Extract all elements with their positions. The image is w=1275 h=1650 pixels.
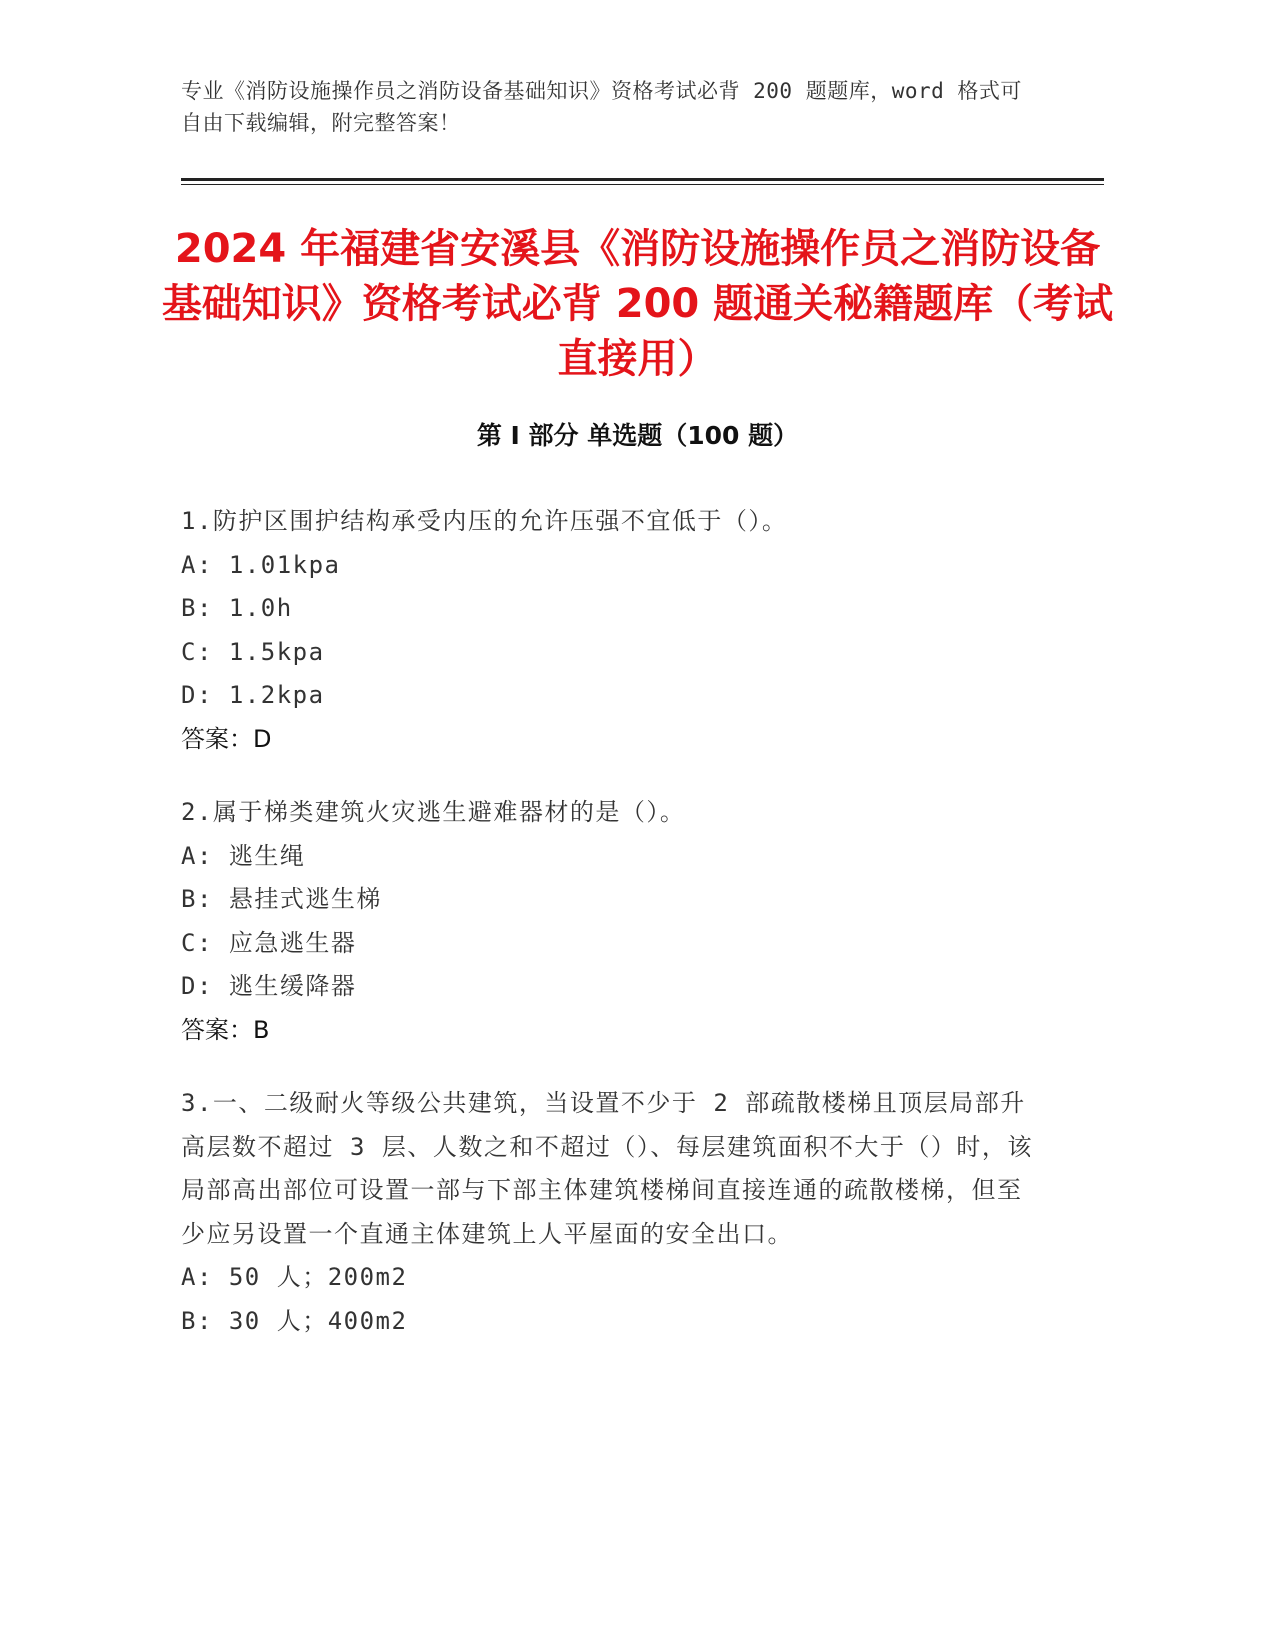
question-stem: 1.防护区围护结构承受内压的允许压强不宜低于（）。 bbox=[181, 507, 788, 535]
option-d: D: 逃生缓降器 bbox=[181, 972, 357, 1000]
option-b: B: 悬挂式逃生梯 bbox=[181, 885, 382, 913]
option-b: B: 1.0h bbox=[181, 594, 293, 622]
option-c: C: 1.5kpa bbox=[181, 637, 325, 666]
question-3 bbox=[181, 1082, 1041, 1343]
question-1 bbox=[181, 500, 1041, 761]
header-divider-thin bbox=[181, 184, 1104, 185]
question-list bbox=[181, 500, 1041, 1373]
answer: 答案：B bbox=[181, 1015, 270, 1044]
section-title: 第 I 部分 单选题（100 题） bbox=[476, 421, 799, 450]
option-a: A: 50 人；200m2 bbox=[181, 1263, 408, 1291]
header-note: 专业《消防设施操作员之消防设备基础知识》资格考试必背 200 题题库，word 格式可自由下载编辑，附完整答案！ bbox=[181, 79, 1022, 135]
option-a: A: 逃生绳 bbox=[181, 841, 306, 870]
question-stem: 2.属于梯类建筑火灾逃生避难器材的是（）。 bbox=[181, 798, 686, 826]
option-c: C: 应急逃生器 bbox=[181, 928, 357, 957]
answer: 答案：D bbox=[181, 724, 272, 753]
question-stem: 3.一、二级耐火等级公共建筑，当设置不少于 2 部疏散楼梯且顶层局部升高层数不超过 3 层、人数之和不超过（）、每层建筑面积不大于（）时，该局部高出部位可设置一部与下部主体建筑楼梯间直接连通的疏散楼梯，但至少应另设置一个直通主体建筑上人平屋面的安全出口。 bbox=[181, 1089, 1033, 1248]
document-title: 2024 年福建省安溪县《消防设施操作员之消防设备基础知识》资格考试必背 200 题通关秘籍题库（考试直接用） bbox=[161, 226, 1114, 382]
option-d: D: 1.2kpa bbox=[181, 681, 325, 709]
option-b: B: 30 人；400m2 bbox=[181, 1306, 408, 1335]
header-divider bbox=[181, 178, 1104, 181]
question-2 bbox=[181, 791, 1041, 1052]
option-a: A: 1.01kpa bbox=[181, 550, 341, 579]
